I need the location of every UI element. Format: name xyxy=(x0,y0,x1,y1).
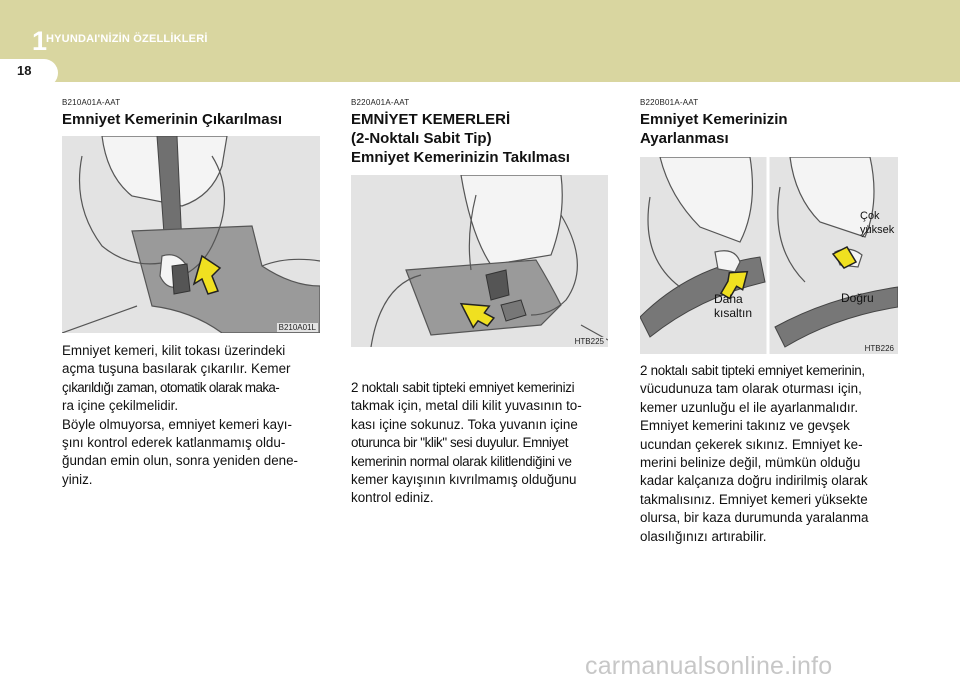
body-line: merini belinize değil, mümkün olduğu xyxy=(640,455,861,471)
section-title-line: Emniyet Kemerinizin Takılması xyxy=(351,149,570,166)
body-line: olasılığınızı artırabilir. xyxy=(640,528,767,544)
illustration-belt-adjust xyxy=(640,157,898,354)
body-line: ğundan emin olun, sonra yeniden dene- xyxy=(62,453,298,469)
body-line: kadar kalçanıza doğru indirilmiş olarak xyxy=(640,473,868,489)
belt-release-drawing xyxy=(62,136,320,333)
label-tighten-text: Daha kısaltın xyxy=(714,292,753,320)
belt-adjust-drawing xyxy=(640,157,898,354)
body-line: oturunca bir "klik" sesi duyulur. Emniyet xyxy=(351,435,569,451)
body-line: takmak için, metal dili kilit yuvasının to- xyxy=(351,398,582,414)
section-body xyxy=(62,342,324,489)
body-line: kemer kayışının kıvrılmamış olduğunu xyxy=(351,472,577,488)
belt-fasten-drawing xyxy=(351,175,608,347)
body-line: kemer uzunluğu el ile ayarlanmalıdır. xyxy=(640,399,859,415)
figure-code: HTB225 xyxy=(574,337,604,346)
section-code: B220B01A-AAT xyxy=(640,98,699,107)
section-code: B210A01A-AAT xyxy=(62,98,121,107)
page-number: 18 xyxy=(17,63,32,78)
chapter-title: HYUNDAI'NİZİN ÖZELLİKLERİ xyxy=(46,33,208,45)
body-line: olursa, bir kaza durumunda yaralanma xyxy=(640,510,869,526)
section-body xyxy=(351,379,613,508)
section-title-line: Emniyet Kemerinizin xyxy=(640,111,788,128)
body-line: çıkarıldığı zaman, otomatik olarak maka- xyxy=(62,379,280,395)
body-line: açma tuşuna basılarak çıkarılır. Kemer xyxy=(62,361,291,377)
section-adjust-belt-heading xyxy=(640,98,902,148)
body-line: kontrol ediniz. xyxy=(351,490,434,506)
body-line: şını kontrol ederek katlanmamış oldu- xyxy=(62,435,286,451)
section-title xyxy=(351,110,613,167)
body-line: yiniz. xyxy=(62,471,93,487)
body-line: kası içine sokunuz. Toka yuvanın içine xyxy=(351,416,578,432)
watermark: carmanualsonline.info xyxy=(585,652,833,680)
section-body xyxy=(640,362,902,546)
section-title-line: Emniyet Kemerinin Çıkarılması xyxy=(62,111,283,128)
illustration-belt-fasten xyxy=(351,175,608,347)
figure-code: B210A01L xyxy=(278,323,316,332)
body-line: takmalısınız. Emniyet kemeri yüksekte xyxy=(640,491,868,507)
chapter-number: 1 xyxy=(32,26,48,56)
section-title xyxy=(640,110,902,148)
section-title-line: (2-Noktalı Sabit Tip) xyxy=(351,130,492,147)
body-line: ra içine çekilmelidir. xyxy=(62,398,179,414)
body-line: Emniyet kemerini takınız ve gevşek xyxy=(640,418,850,434)
section-title-line: Ayarlanması xyxy=(640,130,729,147)
body-line: kemerinin normal olarak kilitlendiğini ve xyxy=(351,453,572,469)
label-dogru: Doğru xyxy=(841,291,874,305)
body-line: Böyle olmuyorsa, emniyet kemeri kayı- xyxy=(62,416,292,432)
body-line: ucundan çekerek sıkınız. Emniyet ke- xyxy=(640,436,863,452)
figure-code: HTB226 xyxy=(864,344,894,353)
section-title-line: EMNİYET KEMERLERİ xyxy=(351,111,511,128)
label-too-high-text: Çok yüksek xyxy=(860,210,895,236)
section-fasten-belt-heading xyxy=(351,98,613,167)
body-line: vücudunuza tam olarak oturması için, xyxy=(640,381,862,397)
body-line: 2 noktalı sabit tipteki emniyet kemerinin, xyxy=(640,363,865,378)
body-line: 2 noktalı sabit tipteki emniyet kemerinizi xyxy=(351,380,575,395)
label-cok-yuksek xyxy=(860,209,894,237)
section-title xyxy=(62,110,324,129)
body-line: Emniyet kemeri, kilit tokası üzerindeki xyxy=(62,343,286,358)
section-code: B220A01A-AAT xyxy=(351,98,410,107)
illustration-belt-release xyxy=(62,136,320,333)
section-remove-belt-heading xyxy=(62,98,324,129)
label-daha xyxy=(714,292,752,320)
